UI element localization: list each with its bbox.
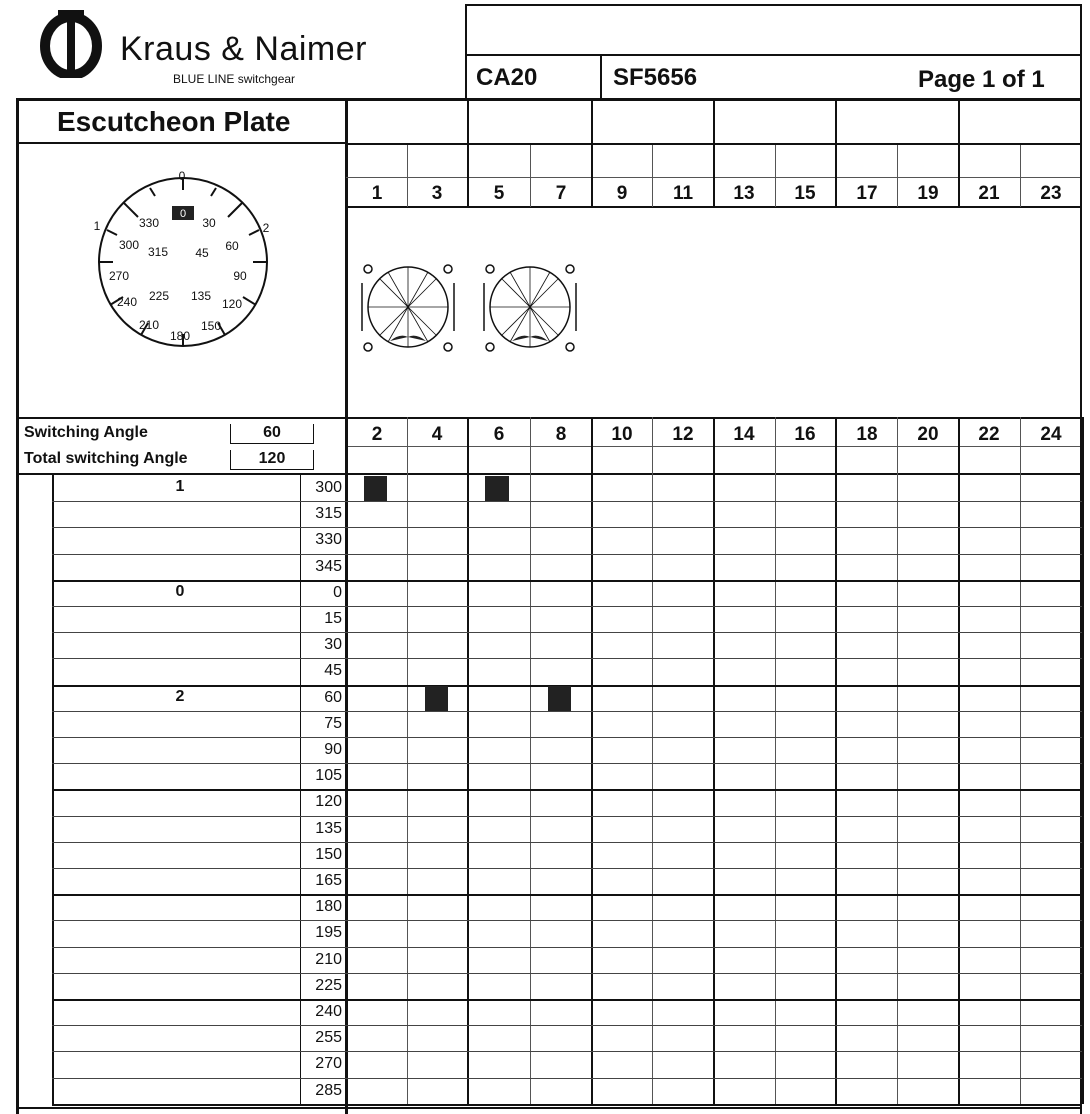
closed-contact-marker [364, 476, 387, 501]
page-indicator: Page 1 of 1 [918, 66, 1045, 93]
dial-position-2: 2 [262, 221, 270, 235]
terminal-bottom-18: 18 [856, 424, 878, 445]
terminal-bottom-22: 22 [978, 424, 1000, 445]
terminal-top-5: 5 [493, 183, 505, 204]
dial-angle-30: 30 [202, 216, 216, 230]
row-position-label: 1 [175, 478, 185, 495]
row-angle-label: 300 [315, 479, 342, 496]
row-position-label: 2 [175, 688, 185, 705]
terminal-bottom-2: 2 [371, 424, 383, 445]
row-angle-label: 135 [315, 820, 342, 837]
brand-subtitle: BLUE LINE switchgear [173, 72, 296, 86]
row-angle-label: 0 [333, 584, 342, 601]
closed-contact-marker [485, 476, 509, 501]
terminal-bottom-14: 14 [733, 424, 755, 445]
row-angle-label: 15 [324, 610, 342, 627]
dial-angle-90: 90 [233, 269, 247, 283]
dial-angle-300: 300 [118, 238, 140, 252]
dial-angle-60: 60 [225, 239, 239, 253]
switching-angle-value: 60 [230, 424, 314, 444]
row-angle-label: 285 [315, 1082, 342, 1099]
terminal-bottom-16: 16 [794, 424, 816, 445]
terminal-bottom-8: 8 [555, 424, 567, 445]
dial-angle-315: 315 [147, 245, 169, 259]
row-angle-label: 165 [315, 872, 342, 889]
dial-angle-135: 135 [190, 289, 212, 303]
row-angle-label: 255 [315, 1029, 342, 1046]
row-angle-label: 75 [324, 715, 342, 732]
model-code: CA20 [476, 64, 538, 91]
dial-position-1: 1 [93, 219, 101, 233]
company-logo [38, 8, 108, 78]
dial-angle-270: 270 [108, 269, 130, 283]
dial-zero-inside: 0 [179, 208, 187, 220]
dial-angle-150: 150 [200, 319, 222, 333]
row-position-label: 0 [175, 583, 185, 600]
row-angle-label: 30 [324, 636, 342, 653]
terminal-bottom-6: 6 [493, 424, 505, 445]
terminal-top-21: 21 [978, 183, 1000, 204]
program-code: SF5656 [613, 64, 698, 91]
total-switching-angle-label: Total switching Angle [24, 450, 188, 467]
row-angle-label: 60 [324, 689, 342, 706]
switching-angle-label: Switching Angle [24, 424, 148, 441]
dial-angle-210: 210 [138, 318, 160, 332]
row-angle-label: 270 [315, 1055, 342, 1072]
total-switching-angle-value: 120 [230, 450, 314, 470]
escutcheon-title: Escutcheon Plate [57, 106, 291, 137]
dial-angle-180: 180 [169, 329, 191, 343]
terminal-bottom-20: 20 [917, 424, 939, 445]
phi-logo-icon [38, 8, 108, 78]
terminal-top-11: 11 [672, 183, 694, 204]
row-angle-label: 150 [315, 846, 342, 863]
brand-name: Kraus & Naimer [120, 30, 367, 68]
terminal-bottom-12: 12 [672, 424, 694, 445]
dial-angle-45: 45 [195, 246, 209, 260]
row-angle-label: 180 [315, 898, 342, 915]
dial-angle-225: 225 [148, 289, 170, 303]
terminal-top-17: 17 [856, 183, 878, 204]
dial-position-0: 0 [178, 169, 186, 183]
terminal-top-15: 15 [794, 183, 816, 204]
row-angle-label: 120 [315, 793, 342, 810]
row-angle-label: 45 [324, 662, 342, 679]
closed-contact-marker [548, 686, 571, 711]
escutcheon-dial [85, 160, 285, 370]
terminal-bottom-4: 4 [431, 424, 443, 445]
terminal-top-7: 7 [555, 183, 567, 204]
row-angle-label: 315 [315, 505, 342, 522]
row-angle-label: 195 [315, 924, 342, 941]
terminal-top-19: 19 [917, 183, 939, 204]
terminal-bottom-24: 24 [1040, 424, 1062, 445]
terminal-top-23: 23 [1040, 183, 1062, 204]
row-angle-label: 90 [324, 741, 342, 758]
terminal-top-1: 1 [371, 183, 383, 204]
row-angle-label: 225 [315, 977, 342, 994]
terminal-top-9: 9 [616, 183, 628, 204]
closed-contact-marker [425, 686, 448, 711]
contact-wiring-diagram [350, 255, 600, 365]
terminal-top-13: 13 [733, 183, 755, 204]
dial-angle-330: 330 [138, 216, 160, 230]
row-angle-label: 345 [315, 558, 342, 575]
row-angle-label: 210 [315, 951, 342, 968]
dial-angle-120: 120 [221, 297, 243, 311]
row-angle-label: 105 [315, 767, 342, 784]
terminal-top-3: 3 [431, 183, 443, 204]
terminal-bottom-10: 10 [611, 424, 633, 445]
row-angle-label: 330 [315, 531, 342, 548]
dial-angle-240: 240 [116, 295, 138, 309]
row-angle-label: 240 [315, 1003, 342, 1020]
